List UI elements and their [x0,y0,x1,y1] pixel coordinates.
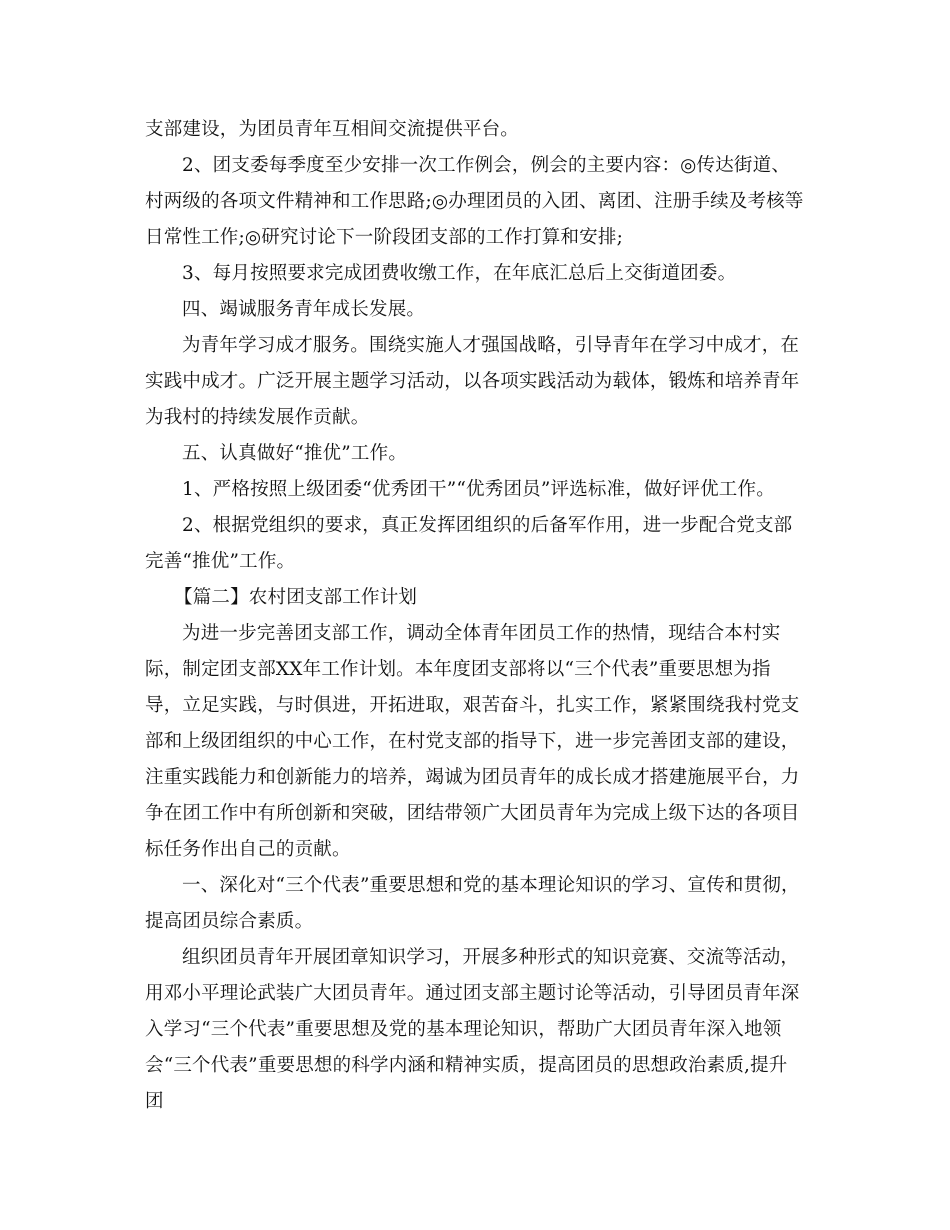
section-heading-5: 五、认真做好“推优”工作。 [182,443,408,464]
paragraph-2: 2、团支委每季度至少安排一次工作例会，例会的主要内容：◎传达街道、村两级的各项文件精神和工作思路;◎办理团员的入团、离团、注册手续及考核等日常性工作;◎研究讨论下一阶段团支部的工作打算和安排; [145,155,804,248]
section-heading-1: 一、深化对“三个代表”重要思想和党的基本理论知识的学习、宣传和贯彻，提高团员综合素质。 [145,875,800,932]
document-body [145,112,805,1120]
paragraph-7: 1、严格按照上级团委“优秀团干”“优秀团员”评选标准，做好评优工作。 [182,479,775,500]
article-title: 【篇二】农村团支部工作计划 [174,587,418,608]
paragraph-5: 为青年学习成才服务。围绕实施人才强国战略，引导青年在学习中成才，在实践中成才。广泛开展主题学习活动，以各项实践活动为载体，锻炼和培养青年为我村的持续发展作贡献。 [145,335,800,428]
section-heading-4: 四、竭诚服务青年成长发展。 [182,299,426,320]
paragraph-1: 支部建设，为团员青年互相间交流提供平台。 [145,119,520,140]
paragraph-10: 为进一步完善团支部工作，调动全体青年团员工作的热情，现结合本村实际，制定团支部XX年工作计划。本年度团支部将以“三个代表”重要思想为指导，立足实践，与时俱进，开拓进取，艰苦奋斗，扎实工作，紧紧围绕我村党支部和上级团组织的中心工作，在村党支部的指导下，进一步完善团支部的建设，注重实践能力和创新能力的培养，竭诚为团员青年的成长成才搭建施展平台，力争在团工作中有所创新和突破，团结带领广大团员青年为完成上级下达的各项目标任务作出自己的贡献。 [145,623,800,860]
paragraph-8: 2、根据党组织的要求，真正发挥团组织的后备军作用，进一步配合党支部完善“推优”工作。 [145,515,793,572]
paragraph-12: 组织团员青年开展团章知识学习，开展多种形式的知识竞赛、交流等活动，用邓小平理论武装广大团员青年。通过团支部主题讨论等活动，引导团员青年深入学习“三个代表”重要思想及党的基本理论知识，帮助广大团员青年深入地领会“三个代表”重要思想的科学内涵和精神实质，提高团员的思想政治素质,提升团 [145,947,800,1112]
paragraph-3: 3、每月按照要求完成团费收缴工作，在年底汇总后上交街道团委。 [182,263,737,284]
